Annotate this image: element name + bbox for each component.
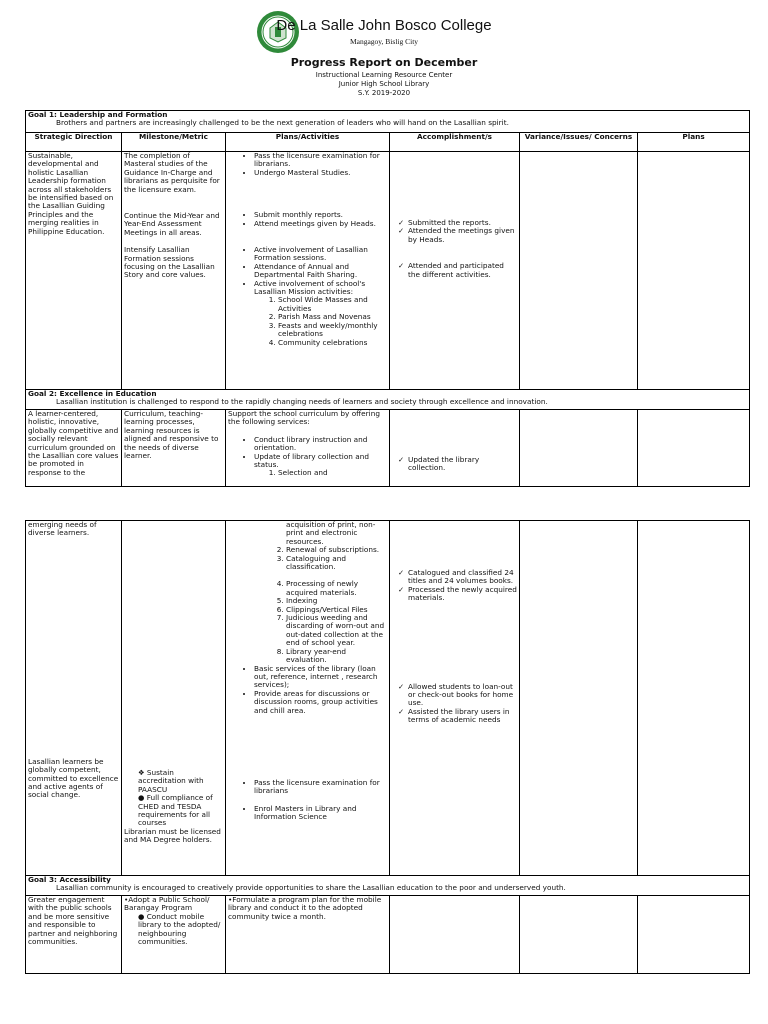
goal2-accomplishment-1: ✓ Updated the library collection. <box>398 456 517 473</box>
goal1-plan-3: • Submit monthly reports. <box>254 211 387 219</box>
goal3-milestone-2 <box>124 913 223 947</box>
goal2-sub-2: 2. Renewal of subscriptions. <box>286 546 387 554</box>
goal1-plan-6: • Attendance of Annual and Departmental Faith Sharing. <box>254 263 387 280</box>
goal3-milestones <box>122 896 226 974</box>
goal2-title: Goal 2: Excellence in Education <box>28 389 157 398</box>
goal1-milestone-3: Intensify Lasallian Formation sessions focusing on the Lasallian Story and core values. <box>124 245 215 280</box>
goal2-sub-7: 7. Judicious weeding and discarding of worn-out and out-dated collection at the end of school year. <box>286 614 387 648</box>
goal1-variance <box>520 152 638 390</box>
goal2-accomplishments-part1 <box>390 410 520 487</box>
goal2-sub-6: 6. Clippings/Vertical Files <box>286 606 387 614</box>
goal1-plans-next <box>638 152 750 390</box>
goal3-milestone-2-text: Conduct mobile library to the adopted/ neighbouring communities. <box>138 911 221 947</box>
goal3-accomplishments <box>390 896 520 974</box>
col-plans-activities: Plans/Activities <box>226 133 390 152</box>
goal2-milestone-4: Librarian must be licensed and MA Degree holders. <box>124 826 221 845</box>
goal2-milestone-1: Curriculum, teaching-learning processes, learning resources is aligned and responsive to the needs of diverse learner. <box>122 410 226 487</box>
col-strategic-direction: Strategic Direction <box>26 133 122 152</box>
goal3-milestone-1: •Adopt a Public School/ Barangay Program <box>124 895 210 913</box>
goal2-plan-2 <box>254 453 387 478</box>
goal1-description: Brothers and partners are increasingly challenged to be the next generation of leaders who will hand on the Lasallian spirit. <box>56 118 509 128</box>
col-accomplishments: Accomplishment/s <box>390 133 520 152</box>
goal1-plan-7 <box>254 280 387 347</box>
goal1-accomplishment-3: ✓ Attended and participated the different activities. <box>398 262 517 279</box>
goal2-milestone-3-text: Full compliance of CHED and TESDA requirements for all courses <box>138 793 213 828</box>
col-milestone-metric: Milestone/Metric <box>122 133 226 152</box>
goal2-accomplishment-5: ✓ Assisted the library users in terms of academic needs <box>398 708 517 725</box>
goal2-accomplishment-3: ✓ Processed the newly acquired materials. <box>398 586 517 603</box>
col-variance-issues: Variance/Issues/ Concerns <box>520 133 638 152</box>
goal2-direction-2: Lasallian learners be globally competent, committed to excellence and active agents of social change. <box>28 756 119 800</box>
goal2-variance-part1 <box>520 410 638 487</box>
library-name: Junior High School Library <box>338 80 430 88</box>
dot-bullet-icon: ● <box>138 911 145 921</box>
col-plans: Plans <box>638 133 750 152</box>
goal1-sub-1: 1. School Wide Masses and Activities <box>278 296 387 313</box>
goal2-milestone-2 <box>124 769 223 794</box>
goal2-plans-part2 <box>226 521 390 876</box>
goal1-plan-1: • Pass the licensure examination for librarians. <box>254 152 387 169</box>
goal1-plan-2: • Undergo Masteral Studies. <box>254 169 387 177</box>
goal2-milestone-3 <box>124 794 223 828</box>
goal2-accomplishment-2: ✓ Catalogued and classified 24 titles and 24 volumes books. <box>398 569 517 586</box>
goal2-accomplishments-part2 <box>390 521 520 876</box>
goal3-variance <box>520 896 638 974</box>
goal1-plan-5: • Active involvement of Lasallian Formation sessions. <box>254 246 387 263</box>
goal3-row <box>26 876 750 896</box>
goal2-plans-next-part2 <box>638 521 750 876</box>
goal2-milestones <box>122 521 226 876</box>
goal2-sub-4: 4. Processing of newly acquired materials. <box>286 580 387 597</box>
goal1-direction: Sustainable, developmental and holistic Lasallian Leadership formation across all stakeholders be intensified based on the Lasallian Guiding Principles and the merging realities in Philippine Education. <box>26 152 122 390</box>
goal1-sub-4: 4. Community celebrations <box>278 339 387 347</box>
goal1-sub-3: 3. Feasts and weekly/monthly celebrations <box>278 322 387 339</box>
goal1-milestones <box>122 152 226 390</box>
goal1-sub-2: 2. Parish Mass and Novenas <box>278 313 387 321</box>
goal1-plan-7-text: Active involvement of school's Lasallian Mission activities: <box>254 278 366 297</box>
goal2-sub-8: 8. Library year-end evaluation. <box>286 648 387 665</box>
goal1-milestone-1: The completion of Masteral studies of the Guidance In-Charge and librarians as perquisite for the licensure exam. <box>124 151 220 194</box>
goal1-title: Goal 1: Leadership and Formation <box>28 110 168 119</box>
goal2-plan-6: • Enrol Masters in Library and Information Science <box>254 805 387 822</box>
goal2-sub-5: 5. Indexing <box>286 597 387 605</box>
progress-table-page1 <box>25 110 750 487</box>
goal3-plans-next <box>638 896 750 974</box>
goal1-accomplishment-1: ✓ Submitted the reports. <box>398 219 517 227</box>
goal1-milestone-2: Continue the Mid-Year and Year-End Assessment Meetings in all areas. <box>124 211 220 237</box>
goal2-variance-part2 <box>520 521 638 876</box>
goal1-row <box>26 111 750 133</box>
goal2-plan-2-text: Update of library collection and status. <box>254 451 369 470</box>
goal1-plan-4: • Attend meetings given by Heads. <box>254 220 387 228</box>
goal2-description: Lasallian institution is challenged to respond to the rapidly changing needs of learners and society through excellence and innovation. <box>56 397 548 407</box>
college-location: Mangagoy, Bislig City <box>349 37 419 46</box>
goal2-sub-1-cont: acquisition of print, non-print and electronic resources. <box>286 520 376 546</box>
goal3-title: Goal 3: Accessibility <box>28 875 111 884</box>
goal2-directions <box>26 521 122 876</box>
goal2-accomplishment-4: ✓ Allowed students to loan-out or check-out books for home use. <box>398 683 517 708</box>
goal2-plan-5: • Pass the licensure examination for librarians <box>254 779 387 796</box>
report-title: Progress Report on December <box>290 56 478 69</box>
goal3-plan-1: •Formulate a program plan for the mobile library and conduct it to the adopted community twice a month. <box>226 896 390 974</box>
progress-table-page2 <box>25 520 750 974</box>
diamond-bullet-icon: ❖ <box>138 768 145 777</box>
goal2-intro: Support the school curriculum by offering the following services: <box>228 409 380 427</box>
goal1-accomplishments <box>390 152 520 390</box>
goal2-plan-4: • Provide areas for discussions or discussion rooms, group activities and chill area. <box>254 690 387 715</box>
goal2-plan-3: • Basic services of the library (loan out, reference, internet , research services); <box>254 665 387 690</box>
college-name: De La Salle John Bosco College <box>276 17 492 34</box>
goal2-direction-part1: A learner-centered, holistic, innovative, globally competitive and socially relevant curriculum grounded on the Lasallian core values be promoted in response to the <box>26 410 122 487</box>
goal3-description: Lasallian community is encouraged to creatively provide opportunities to share the Lasallian education to the poor and underserved youth. <box>56 883 566 893</box>
goal2-row <box>26 390 750 410</box>
goal2-sub-1: 1. Selection and <box>278 469 387 477</box>
goal2-plans-part1 <box>226 410 390 487</box>
goal1-accomplishment-2: ✓ Attended the meetings given by Heads. <box>398 227 517 244</box>
goal1-plans <box>226 152 390 390</box>
goal2-sub-3: 3. Cataloguing and classification. <box>286 555 387 572</box>
goal2-milestone-2-text: Sustain accreditation with PAASCU <box>138 768 204 794</box>
dot-bullet-icon: ● <box>138 793 145 803</box>
school-year: S.Y. 2019-2020 <box>357 89 411 97</box>
office-name: Instructional Learning Resource Center <box>315 71 453 79</box>
goal3-direction: Greater engagement with the public schools and be more sensitive and responsible to partner and neighboring communities. <box>26 896 122 974</box>
goal2-plans-next-part1 <box>638 410 750 487</box>
goal2-plan-1: • Conduct library instruction and orientation. <box>254 436 387 453</box>
goal2-direction-part2: emerging needs of diverse learners. <box>28 520 97 538</box>
